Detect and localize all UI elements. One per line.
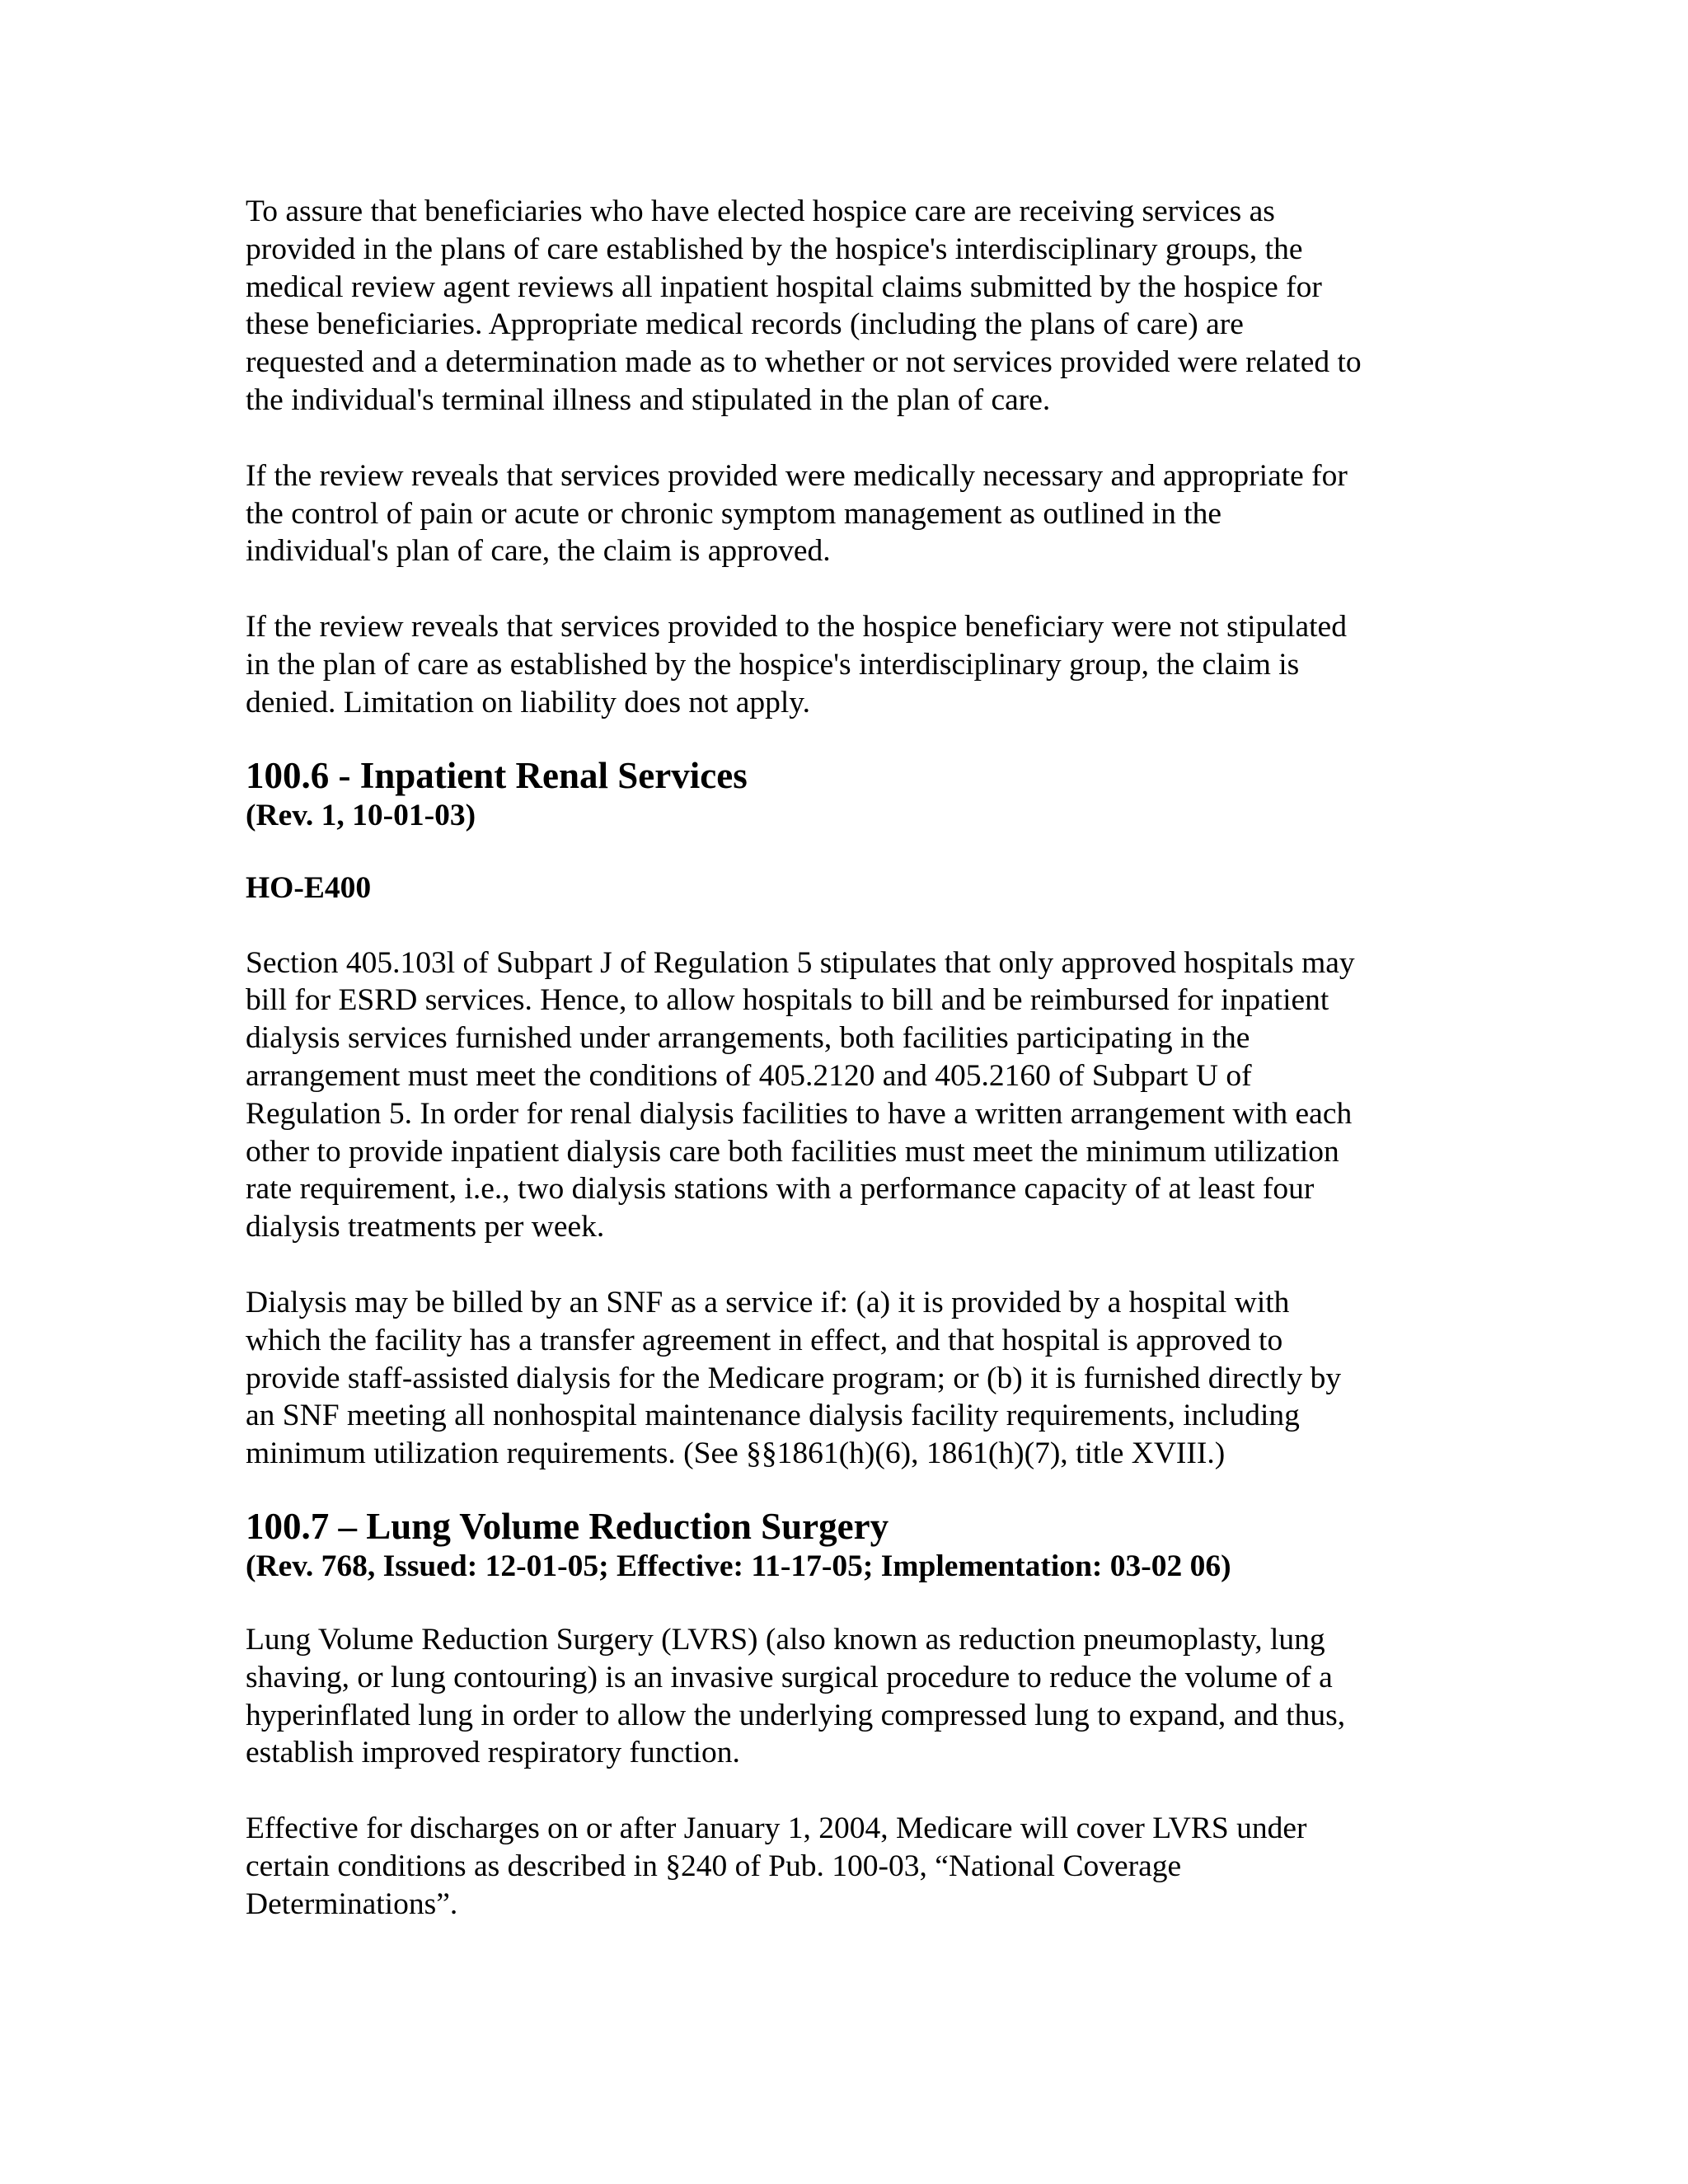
text-line: Section 405.103l of Subpart J of Regulation 5 stipulates that only approved hospitals may <box>246 945 1355 980</box>
text-line: in the plan of care as established by the hospice's interdisciplinary group, the claim is <box>246 647 1300 682</box>
document-body <box>246 193 1449 1961</box>
text-line: Regulation 5. In order for renal dialysis facilities to have a written arrangement with each <box>246 1096 1353 1131</box>
section-100-6-paragraph-1 <box>246 944 1449 1246</box>
text-line: arrangement must meet the conditions of 405.2120 and 405.2160 of Subpart U of <box>246 1058 1252 1093</box>
text-line: the control of pain or acute or chronic symptom management as outlined in the <box>246 496 1222 531</box>
intro-paragraph-3 <box>246 608 1449 721</box>
text-line: If the review reveals that services provided to the hospice beneficiary were not stipulated <box>246 610 1347 644</box>
text-line: dialysis treatments per week. <box>246 1210 605 1244</box>
text-line: certain conditions as described in §240 of Pub. 100-03, “National Coverage <box>246 1849 1182 1883</box>
text-line: Lung Volume Reduction Surgery (LVRS) (also known as reduction pneumoplasty, lung <box>246 1622 1325 1657</box>
text-line: medical review agent reviews all inpatient hospital claims submitted by the hospice for <box>246 269 1322 304</box>
text-line: provide staff-assisted dialysis for the Medicare program; or (b) it is furnished directly by <box>246 1361 1342 1395</box>
section-100-6-code: HO-E400 <box>246 870 372 905</box>
intro-paragraph-2 <box>246 457 1449 570</box>
text-line: the individual's terminal illness and stipulated in the plan of care. <box>246 382 1051 417</box>
text-line: Dialysis may be billed by an SNF as a service if: (a) it is provided by a hospital with <box>246 1285 1290 1319</box>
text-line: shaving, or lung contouring) is an invasive surgical procedure to reduce the volume of a <box>246 1660 1333 1694</box>
text-line: rate requirement, i.e., two dialysis stations with a performance capacity of at least four <box>246 1172 1315 1207</box>
text-line: individual's plan of care, the claim is approved. <box>246 534 831 569</box>
text-line: these beneficiaries. Appropriate medical records (including the plans of care) are <box>246 307 1244 342</box>
section-100-7-paragraph-1 <box>246 1621 1449 1772</box>
text-line: If the review reveals that services provided were medically necessary and appropriate for <box>246 458 1348 493</box>
intro-paragraph-1 <box>246 193 1449 419</box>
text-line: denied. Limitation on liability does not apply. <box>246 685 810 719</box>
section-100-6-revision: (Rev. 1, 10-01-03) <box>246 798 476 832</box>
text-line: minimum utilization requirements. (See §§1861(h)(6), 1861(h)(7), title XVIII.) <box>246 1436 1226 1471</box>
text-line: Determinations”. <box>246 1886 458 1921</box>
text-line: an SNF meeting all nonhospital maintenance dialysis facility requirements, including <box>246 1399 1300 1433</box>
text-line: requested and a determination made as to whether or not services provided were related to <box>246 345 1362 380</box>
section-100-6-paragraph-2 <box>246 1284 1449 1473</box>
text-line: hyperinflated lung in order to allow the underlying compressed lung to expand, and thus, <box>246 1698 1346 1732</box>
text-line: Effective for discharges on or after January 1, 2004, Medicare will cover LVRS under <box>246 1811 1307 1846</box>
text-line: which the facility has a transfer agreement in effect, and that hospital is approved to <box>246 1323 1283 1357</box>
text-line: bill for ESRD services. Hence, to allow hospitals to bill and be reimbursed for inpatient <box>246 983 1329 1018</box>
section-100-7-heading: 100.7 – Lung Volume Reduction Surgery <box>246 1505 889 1547</box>
text-line: establish improved respiratory function. <box>246 1736 740 1770</box>
section-100-6-heading: 100.6 - Inpatient Renal Services <box>246 754 748 796</box>
text-line: other to provide inpatient dialysis care both facilities must meet the minimum utilization <box>246 1134 1339 1169</box>
text-line: provided in the plans of care established by the hospice's interdisciplinary groups, the <box>246 232 1303 266</box>
text-line: dialysis services furnished under arrangements, both facilities participating in the <box>246 1021 1250 1056</box>
section-100-7-paragraph-2 <box>246 1810 1449 1923</box>
section-100-7-revision: (Rev. 768, Issued: 12-01-05; Effective: 11-17-05; Implementation: 03-02 06) <box>246 1549 1231 1583</box>
text-line: To assure that beneficiaries who have elected hospice care are receiving services as <box>246 194 1275 228</box>
